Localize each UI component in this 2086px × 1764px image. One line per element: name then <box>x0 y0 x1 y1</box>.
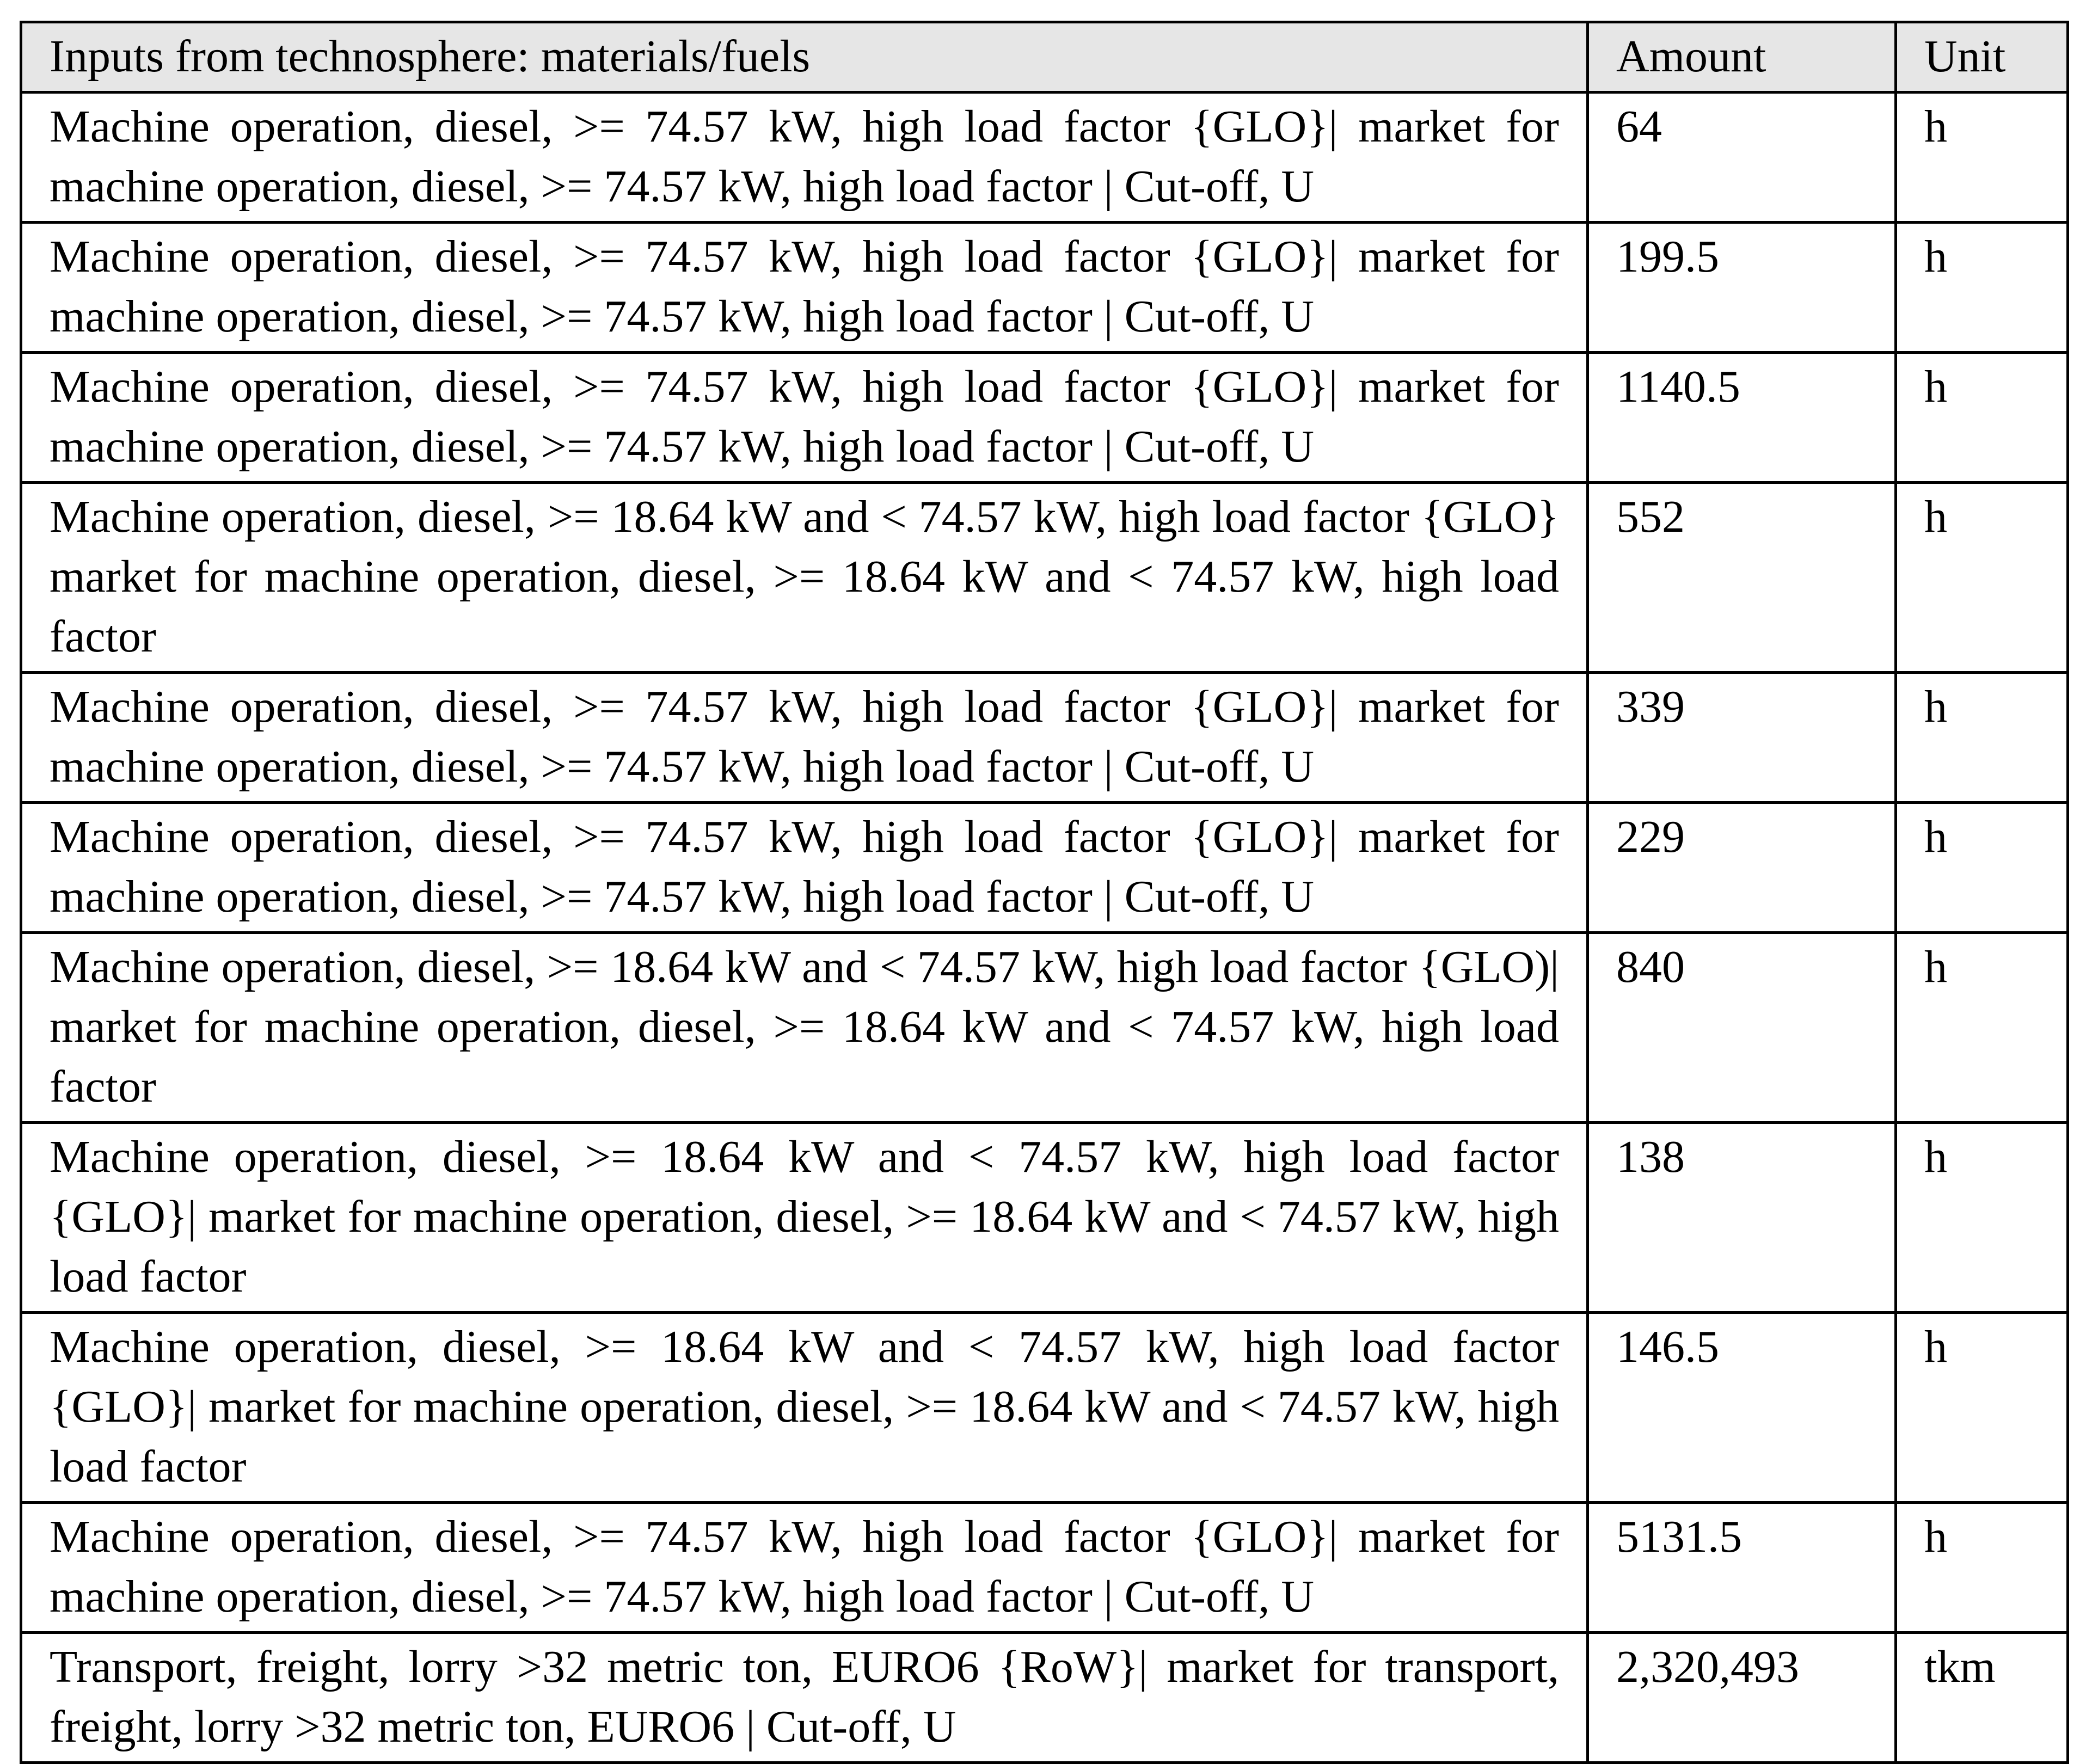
row-description: Machine operation, diesel, >= 18.64 kW and < 74.57 kW, high load factor {GLO}| market for machine operation, diesel, >= 18.64 kW and < 74.57 kW, high load factor <box>21 1313 1588 1503</box>
row-unit: h <box>1896 353 2068 483</box>
row-amount: 840 <box>1588 933 1896 1123</box>
row-description: Machine operation, diesel, >= 74.57 kW, high load factor {GLO}| market for machine operation, diesel, >= 74.57 kW, high load factor | Cut-off, U <box>21 353 1588 483</box>
row-unit: tkm <box>1896 1633 2068 1763</box>
table-row <box>21 1313 2068 1503</box>
row-amount: 5131.5 <box>1588 1503 1896 1633</box>
row-unit: h <box>1896 1503 2068 1633</box>
table-row <box>21 933 2068 1123</box>
row-description: Machine operation, diesel, >= 74.57 kW, high load factor {GLO}| market for machine operation, diesel, >= 74.57 kW, high load factor | Cut-off, U <box>21 673 1588 803</box>
inputs-table <box>20 21 2069 1764</box>
row-amount: 339 <box>1588 673 1896 803</box>
header-amount: Amount <box>1588 22 1896 93</box>
table-row <box>21 803 2068 933</box>
row-amount: 64 <box>1588 93 1896 223</box>
row-unit: h <box>1896 1123 2068 1313</box>
table-row <box>21 223 2068 353</box>
row-unit: h <box>1896 223 2068 353</box>
header-unit: Unit <box>1896 22 2068 93</box>
row-description: Machine operation, diesel, >= 18.64 kW and < 74.57 kW, high load factor {GLO} market for machine operation, diesel, >= 18.64 kW and < 74.57 kW, high load factor <box>21 483 1588 673</box>
row-description: Machine operation, diesel, >= 74.57 kW, high load factor {GLO}| market for machine operation, diesel, >= 74.57 kW, high load factor | Cut-off, U <box>21 803 1588 933</box>
row-description: Machine operation, diesel, >= 74.57 kW, high load factor {GLO}| market for machine operation, diesel, >= 74.57 kW, high load factor | Cut-off, U <box>21 93 1588 223</box>
row-amount: 146.5 <box>1588 1313 1896 1503</box>
row-amount: 229 <box>1588 803 1896 933</box>
row-description: Machine operation, diesel, >= 18.64 kW and < 74.57 kW, high load factor {GLO)| market for machine operation, diesel, >= 18.64 kW and < 74.57 kW, high load factor <box>21 933 1588 1123</box>
row-amount: 1140.5 <box>1588 353 1896 483</box>
row-description: Machine operation, diesel, >= 74.57 kW, high load factor {GLO}| market for machine operation, diesel, >= 74.57 kW, high load factor | Cut-off, U <box>21 223 1588 353</box>
header-description: Inputs from technosphere: materials/fuels <box>21 22 1588 93</box>
row-unit: h <box>1896 803 2068 933</box>
inputs-table-container <box>20 21 2066 1764</box>
row-unit: h <box>1896 1313 2068 1503</box>
table-row <box>21 483 2068 673</box>
row-description: Transport, freight, lorry >32 metric ton, EURO6 {RoW}| market for transport, freight, lorry >32 metric ton, EURO6 | Cut-off, U <box>21 1633 1588 1763</box>
table-row <box>21 353 2068 483</box>
table-row <box>21 1123 2068 1313</box>
row-unit: h <box>1896 673 2068 803</box>
table-row <box>21 1633 2068 1763</box>
row-amount: 199.5 <box>1588 223 1896 353</box>
table-row <box>21 1503 2068 1633</box>
table-header-row <box>21 22 2068 93</box>
table-row <box>21 673 2068 803</box>
row-unit: h <box>1896 93 2068 223</box>
table-row <box>21 93 2068 223</box>
row-amount: 552 <box>1588 483 1896 673</box>
row-description: Machine operation, diesel, >= 74.57 kW, high load factor {GLO}| market for machine operation, diesel, >= 74.57 kW, high load factor | Cut-off, U <box>21 1503 1588 1633</box>
row-unit: h <box>1896 933 2068 1123</box>
row-amount: 2,320,493 <box>1588 1633 1896 1763</box>
row-amount: 138 <box>1588 1123 1896 1313</box>
row-description: Machine operation, diesel, >= 18.64 kW and < 74.57 kW, high load factor {GLO}| market for machine operation, diesel, >= 18.64 kW and < 74.57 kW, high load factor <box>21 1123 1588 1313</box>
row-unit: h <box>1896 483 2068 673</box>
